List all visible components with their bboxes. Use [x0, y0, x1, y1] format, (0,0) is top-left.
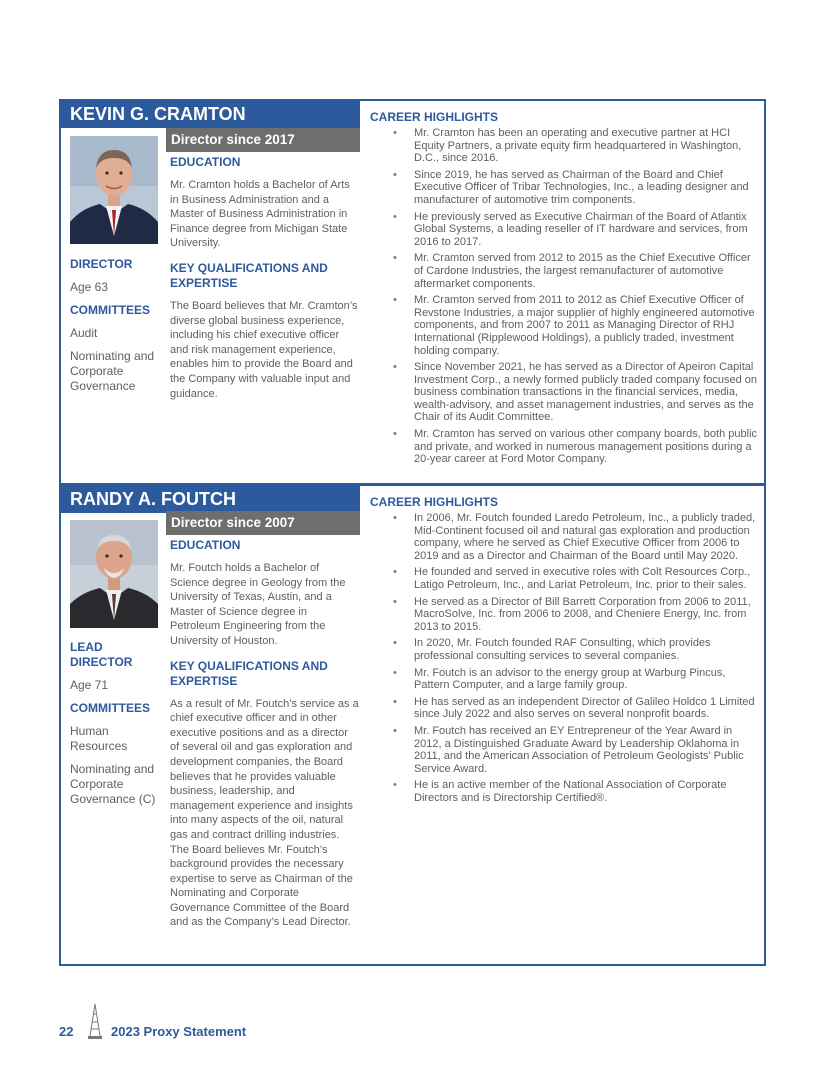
committees-label: COMMITTEES: [70, 701, 150, 715]
committee-item: Audit: [70, 326, 98, 340]
director-portrait: [70, 136, 158, 244]
director-meta: [70, 257, 162, 394]
director-profile-cramton: [59, 99, 766, 485]
education-text: Mr. Cramton holds a Bachelor of Arts in Business Administration and a Master of Business Administration in Finance degree from Michigan State University.: [170, 179, 350, 250]
education-text: Mr. Foutch holds a Bachelor of Science degree in Geology from the University of Texas, Austin, and a Master of Science degree in Petroleum Engineering from the University of Houston.: [170, 562, 346, 647]
portrait-image: [70, 520, 158, 628]
career-item: • Mr. Cramton served from 2012 to 2015 as the Chief Executive Officer of Cardone Industries, the largest remanufacturer of automotive aftermarket components.: [370, 252, 762, 290]
career-item: • He is an active member of the National Association of Corporate Directors and is Directorship Certified®.: [370, 779, 762, 804]
career-item: • In 2020, Mr. Foutch founded RAF Consulting, which provides professional consulting services to several companies.: [370, 637, 762, 662]
director-age: Age 63: [70, 280, 109, 294]
career-label: CAREER HIGHLIGHTS: [370, 495, 499, 509]
career-item: • Mr. Foutch has received an EY Entrepreneur of the Year Award in 2012, a Distinguished Graduate Award by Leadership Oklahoma in 2011, and the American Association of Petroleum Geologists’ Public Service Award.: [370, 725, 762, 775]
qualifications-label: KEY QUALIFICATIONS AND EXPERTISE: [170, 658, 328, 688]
director-profile-foutch: [59, 484, 766, 966]
career-item: • He has served as an independent Director of Galileo Holdco 1 Limited since July 2022 and also serves on several nonprofit boards.: [370, 696, 762, 721]
career-item: • Mr. Cramton served from 2011 to 2012 as Chief Executive Officer of Revstone Industries, a major supplier of highly engineered automotive components, and from 2007 to 2011 as Managing Director of RHJ International (Ripplewood Holdings), a publicly traded, investment holding company.: [370, 294, 762, 357]
director-role: DIRECTOR: [70, 257, 133, 271]
career-item: • He served as a Director of Bill Barrett Corporation from 2006 to 2011, MacroSolve, Inc. from 2006 to 2008, and Cheniere Energy, Inc. from 2013 to 2015.: [370, 596, 762, 634]
director-name: RANDY A. FOUTCH: [61, 486, 360, 513]
page-number: 22: [59, 1024, 74, 1039]
education-label: EDUCATION: [170, 538, 241, 552]
career-highlights: [370, 110, 762, 470]
director-since: Director since 2017: [166, 128, 360, 152]
committee-item: Nominating and Corporate Governance: [70, 349, 155, 393]
career-item: • He previously served as Executive Chairman of the Board of Atlantix Global Systems, a leading reseller of IT hardware and services, from 2016 to 2017.: [370, 211, 762, 249]
document-title: 2023 Proxy Statement: [111, 1024, 247, 1039]
director-role: LEAD DIRECTOR: [70, 640, 133, 669]
committee-item: Nominating and Corporate Governance (C): [70, 762, 156, 806]
career-item: • Since 2019, he has served as Chairman of the Board and Chief Executive Officer of Tribar Technologies, Inc., a leading designer and manufacturer of automotive trim components.: [370, 169, 762, 207]
career-list: [370, 512, 762, 804]
career-item: • He founded and served in executive roles with Colt Resources Corp., Latigo Petroleum, Inc., and Lariat Petroleum, Inc. prior to their sales.: [370, 566, 762, 591]
drilling-rig-icon: [87, 1002, 103, 1040]
qualifications-label: KEY QUALIFICATIONS AND EXPERTISE: [170, 260, 328, 290]
career-highlights: [370, 495, 762, 808]
career-item: • Since November 2021, he has served as a Director of Apeiron Capital Investment Corp., a newly formed publicly traded company focused on business combination transactions in the financial services, media, wealth-advisory, and asset management industries, and serves as the Chair of its Audit Committee.: [370, 361, 762, 424]
director-background: [170, 155, 360, 411]
career-item: • Mr. Cramton has been an operating and executive partner at HCI Equity Partners, a private equity firm headquartered in Washington, D.C., since 2016.: [370, 127, 762, 165]
director-name: KEVIN G. CRAMTON: [61, 101, 360, 128]
career-item: • Mr. Foutch is an advisor to the energy group at Warburg Pincus, Pattern Computer, and a large family group.: [370, 667, 762, 692]
director-meta: [70, 640, 162, 807]
committees-label: COMMITTEES: [70, 303, 150, 317]
director-since: Director since 2007: [166, 511, 360, 535]
career-item: • Mr. Cramton has served on various other company boards, both public and private, and worked in numerous management positions during a 20-year career at Ford Motor Company.: [370, 428, 762, 466]
director-portrait: [70, 520, 158, 628]
director-background: [170, 538, 360, 940]
qualifications-text: As a result of Mr. Foutch’s service as a chief executive officer and in other executive positions and as a director of several oil and gas exploration and development companies, the Board believes that he provides valuable business, leadership, and management experience and insights into many aspects of the oil, natural gas and contract drilling industries. The Board believes Mr. Foutch’s background provides the necessary expertise to serve as Chairman of the Nominating and Corporate Governance Committee of the Board and as the Company’s Lead Director.: [170, 697, 359, 929]
portrait-image: [70, 136, 158, 244]
qualifications-text: The Board believes that Mr. Cramton’s diverse global business experience, including his chief executive officer and risk management experience, enables him to provide the Board and the Company with valuable input and guidance.: [170, 299, 358, 400]
committee-item: Human Resources: [70, 724, 128, 753]
education-label: EDUCATION: [170, 155, 241, 169]
career-label: CAREER HIGHLIGHTS: [370, 110, 499, 124]
director-age: Age 71: [70, 678, 109, 692]
career-list: [370, 127, 762, 466]
career-item: • In 2006, Mr. Foutch founded Laredo Petroleum, Inc., a publicly traded, Mid-Continent focused oil and natural gas exploration and production company, where he served as Chief Executive Officer from 2006 to 2019 and as a Director and Chairman of the Board until May 2020.: [370, 512, 762, 562]
